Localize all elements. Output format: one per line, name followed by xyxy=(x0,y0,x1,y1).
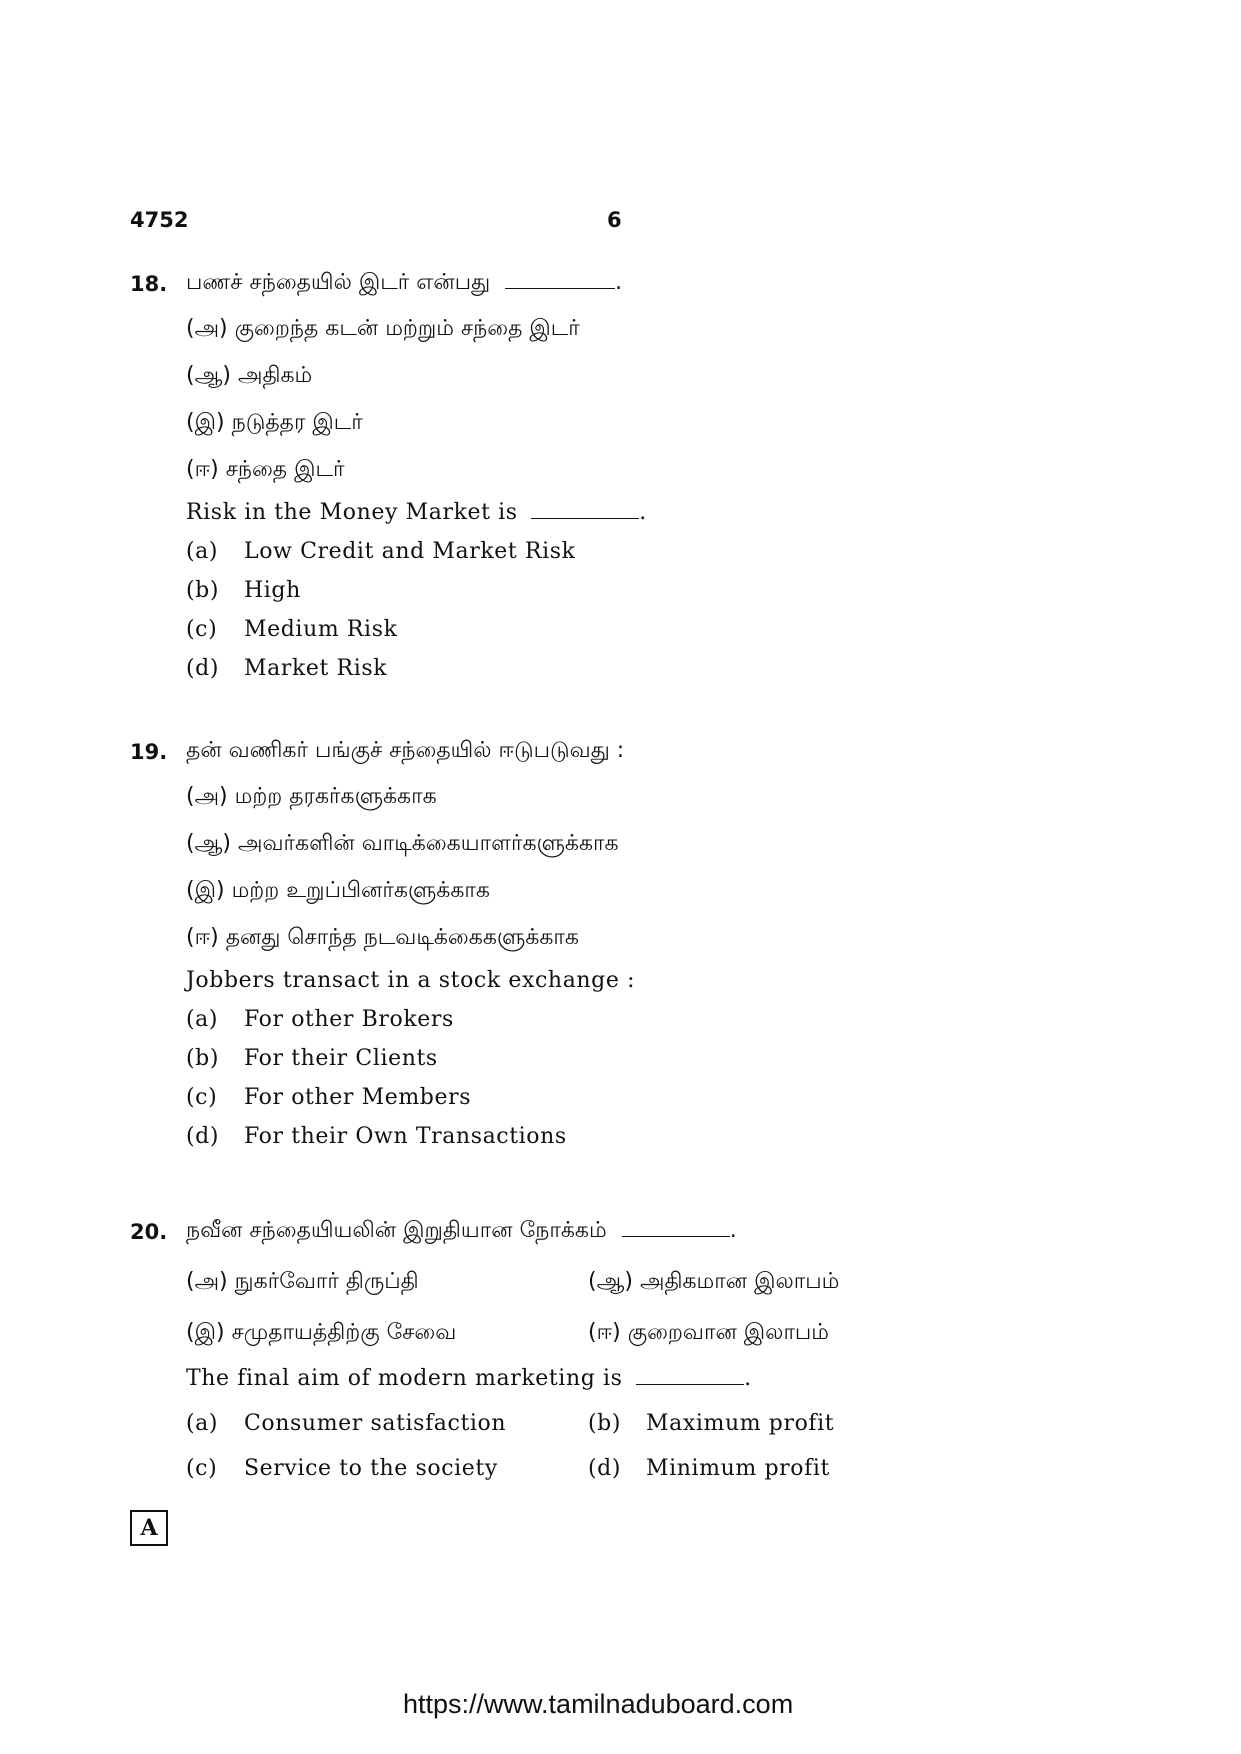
english-option xyxy=(186,1411,506,1436)
option-text: மற்ற உறுப்பினர்களுக்காக xyxy=(231,878,491,903)
option-text: சந்தை இடர் xyxy=(225,457,345,482)
option-label: (a) xyxy=(186,539,219,564)
tamil-option xyxy=(186,457,345,485)
option-text: அதிகமான இலாபம் xyxy=(640,1269,840,1294)
paper-code: 4752 xyxy=(130,208,189,232)
footer-url[interactable]: https://www.tamilnaduboard.com xyxy=(403,1689,794,1719)
option-label: (அ) xyxy=(186,1269,228,1294)
english-option xyxy=(186,539,576,564)
english-option xyxy=(186,1124,567,1149)
answer-blank xyxy=(622,1232,730,1237)
english-question: The final aim of modern marketing is . xyxy=(186,1366,752,1391)
option-label: (a) xyxy=(186,1411,219,1436)
english-option xyxy=(186,656,387,681)
option-text: For their Own Transactions xyxy=(244,1124,567,1149)
english-question: Risk in the Money Market is . xyxy=(186,500,647,525)
option-label: (ஈ) xyxy=(186,925,219,950)
english-option xyxy=(186,1456,498,1481)
option-text: For other Members xyxy=(244,1085,472,1110)
option-label: (b) xyxy=(588,1411,622,1436)
option-label: (ஆ) xyxy=(588,1269,633,1294)
english-option xyxy=(588,1456,830,1481)
option-label: (அ) xyxy=(186,784,228,809)
question-number: 18. xyxy=(130,272,168,296)
option-label: (இ) xyxy=(186,1320,225,1345)
option-label: (அ) xyxy=(186,316,228,341)
english-option xyxy=(186,617,398,642)
option-text: சமுதாயத்திற்கு சேவை xyxy=(231,1320,457,1345)
option-label: (ஈ) xyxy=(588,1320,621,1345)
option-label: (d) xyxy=(588,1456,622,1481)
question-number: 19. xyxy=(130,740,168,764)
option-text: அவர்களின் வாடிக்கையாளர்களுக்காக xyxy=(238,831,619,856)
english-question: Jobbers transact in a stock exchange : xyxy=(186,968,636,993)
answer-blank xyxy=(531,514,639,519)
option-text: Maximum profit xyxy=(646,1411,835,1436)
option-label: (c) xyxy=(186,1456,218,1481)
english-option xyxy=(186,1007,454,1032)
english-option xyxy=(588,1411,834,1436)
english-option xyxy=(186,1046,438,1071)
option-text: குறைவான இலாபம் xyxy=(627,1320,830,1345)
option-text: Low Credit and Market Risk xyxy=(244,539,576,564)
option-label: (ஈ) xyxy=(186,457,219,482)
english-option xyxy=(186,578,301,603)
tamil-question-text: நவீன சந்தையியலின் இறுதியான நோக்கம் xyxy=(186,1218,607,1243)
tamil-option xyxy=(186,784,437,812)
english-question-text: The final aim of modern marketing is xyxy=(186,1366,623,1391)
option-label: (ஆ) xyxy=(186,363,231,388)
booklet-series-box: A xyxy=(130,1510,168,1546)
option-label: (a) xyxy=(186,1007,219,1032)
option-text: நடுத்தர இடர் xyxy=(231,410,363,435)
english-question-text: Risk in the Money Market is xyxy=(186,500,518,525)
option-label: (இ) xyxy=(186,878,225,903)
option-label: (c) xyxy=(186,1085,218,1110)
page-number: 6 xyxy=(607,208,622,232)
option-text: Service to the society xyxy=(244,1456,498,1481)
option-label: (இ) xyxy=(186,410,225,435)
option-text: Minimum profit xyxy=(646,1456,830,1481)
tamil-option xyxy=(186,316,580,344)
tamil-option xyxy=(186,878,490,906)
option-text: For their Clients xyxy=(244,1046,438,1071)
tamil-question-text: பணச் சந்தையில் இடர் என்பது xyxy=(186,270,491,295)
tamil-option xyxy=(186,1269,419,1297)
option-label: (b) xyxy=(186,578,220,603)
option-text: மற்ற தரகர்களுக்காக xyxy=(234,784,437,809)
tamil-option xyxy=(186,831,619,859)
tamil-option xyxy=(186,925,579,953)
option-label: (b) xyxy=(186,1046,220,1071)
question-number: 20. xyxy=(130,1220,168,1244)
option-label: (d) xyxy=(186,656,220,681)
option-text: அதிகம் xyxy=(238,363,313,388)
option-text: Medium Risk xyxy=(244,617,398,642)
option-label: (d) xyxy=(186,1124,220,1149)
tamil-option xyxy=(186,1320,456,1348)
tamil-question: பணச் சந்தையில் இடர் என்பது . xyxy=(186,270,623,295)
tamil-option xyxy=(186,363,312,391)
option-text: குறைந்த கடன் மற்றும் சந்தை இடர் xyxy=(234,316,580,341)
option-label: (ஆ) xyxy=(186,831,231,856)
tamil-option xyxy=(588,1269,839,1297)
tamil-question: நவீன சந்தையியலின் இறுதியான நோக்கம் . xyxy=(186,1218,737,1243)
option-text: High xyxy=(244,578,301,603)
answer-blank xyxy=(505,284,615,289)
tamil-option xyxy=(186,410,363,438)
option-text: Market Risk xyxy=(244,656,388,681)
option-text: Consumer satisfaction xyxy=(244,1411,507,1436)
tamil-question: தன் வணிகர் பங்குச் சந்தையில் ஈடுபடுவது : xyxy=(186,738,625,763)
tamil-option xyxy=(588,1320,829,1348)
option-text: தனது சொந்த நடவடிக்கைகளுக்காக xyxy=(225,925,579,950)
answer-blank xyxy=(636,1380,744,1385)
english-option xyxy=(186,1085,471,1110)
option-text: For other Brokers xyxy=(244,1007,454,1032)
option-text: நுகர்வோர் திருப்தி xyxy=(234,1269,419,1294)
option-label: (c) xyxy=(186,617,218,642)
